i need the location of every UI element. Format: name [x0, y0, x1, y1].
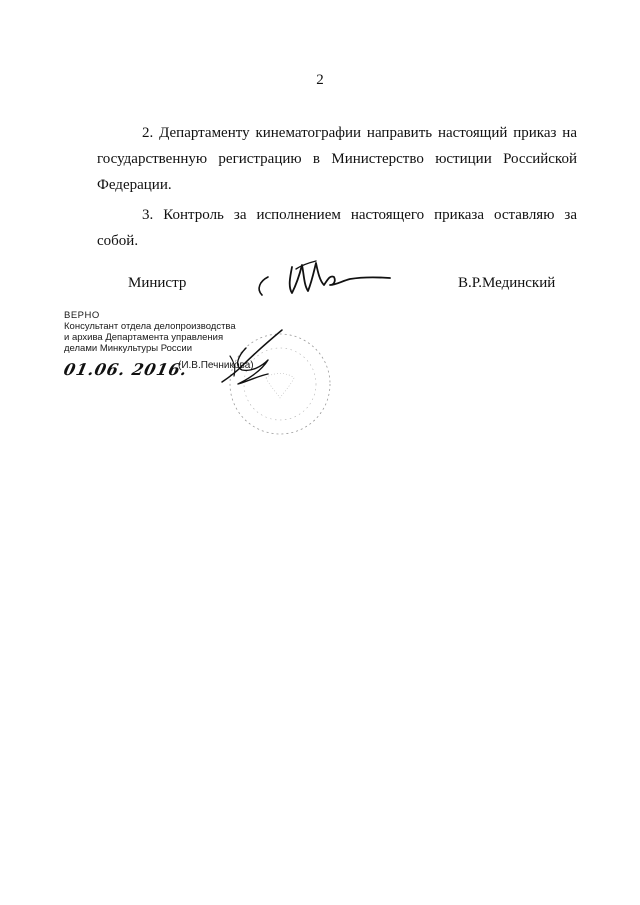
- signatory-title: Министр: [128, 275, 187, 291]
- certification-date: 01.06. 2016.: [61, 360, 190, 379]
- minister-signature: [250, 255, 400, 305]
- certification-line-3: делами Минкультуры России: [64, 343, 193, 354]
- order-body: [97, 120, 577, 254]
- certifier-signature: [212, 326, 292, 396]
- paragraph-2: 2. Департаменту кинематографии направить настоящий приказ на государственную регистрацию в Министерство юстиции Российской Федерации.: [97, 125, 577, 193]
- certification-line-2: и архива Департамента управления: [64, 332, 224, 343]
- signatory-name: В.Р.Мединский: [458, 275, 556, 291]
- certification-name: (И.В.Печникова): [178, 360, 254, 371]
- paragraph-3: 3. Контроль за исполнением настоящего приказа оставляю за собой.: [97, 207, 577, 249]
- page-number: 2: [316, 72, 324, 88]
- certification-verno: ВЕРНО: [64, 310, 100, 321]
- certification-line-1: Консультант отдела делопроизводства: [64, 321, 236, 332]
